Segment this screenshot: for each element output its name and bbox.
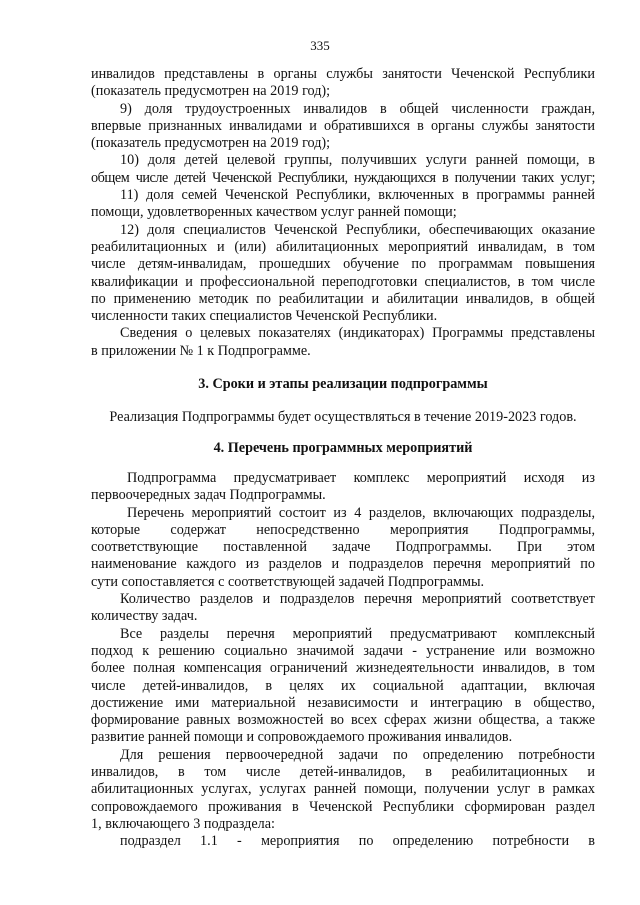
text-line: в приложении № 1 к Подпрограмме. (91, 342, 311, 359)
document-body (91, 66, 595, 850)
text-line: (показатель предусмотрен на 2019 год); (91, 83, 331, 100)
text-line: по применению методик по реабилитации и абилитации инвалидов, в общей (91, 290, 595, 307)
text-line: числе детям-инвалидам, прошедших обучение по программам повышения (91, 256, 595, 273)
text-line: численности таких специалистов Чеченской Республики. (91, 308, 438, 325)
text-line: первоочередных задач Подпрограммы. (91, 487, 326, 504)
text-line: сути сопоставляется с соответствующей задачей Подпрограммы. (91, 573, 485, 590)
text-line: Количество разделов и подразделов перечня мероприятий соответствует (120, 591, 595, 608)
text-line: Все разделы перечня мероприятий предусматривают комплексный (120, 625, 595, 642)
text-line: квалификации и профессиональной переподготовки специалистов, в том числе (91, 273, 595, 290)
text-line: 12) доля специалистов Чеченской Республики, обеспечивающих оказание (120, 221, 595, 238)
page-number: 335 (310, 38, 330, 53)
text-line: Сведения о целевых показателях (индикаторах) Программы представлены (120, 325, 595, 342)
text-line: общем числе детей Чеченской Республики, нуждающихся в получении таких услуг; (91, 169, 595, 186)
text-line: инвалидов представлены в органы службы занятости Чеченской Республики (91, 66, 595, 82)
text-line: подраздел 1.1 - мероприятия по определению потребности в (120, 833, 595, 850)
text-line: инвалидов, в том числе детей-инвалидов, в реабилитационных и (91, 763, 595, 780)
text-line: подход к решению социально значимой задачи - устранение или возможно (91, 642, 595, 659)
text-line: реабилитационных и (или) абилитационных мероприятий инвалидам, в том (91, 238, 595, 255)
text-line: 9) доля трудоустроенных инвалидов в общей численности граждан, (120, 100, 595, 117)
text-line: количеству задач. (91, 608, 198, 625)
text-line: 10) доля детей целевой группы, получивших услуги ранней помощи, в (120, 152, 595, 169)
text-line: помощи, удовлетворенных качеством услуг ранней помощи; (91, 204, 457, 221)
text-line: (показатель предусмотрен на 2019 год); (91, 135, 331, 152)
text-line: формирование равных возможностей во всех сферах жизни общества, а также (91, 712, 595, 729)
text-line: числе детей-инвалидов, в целях их социальной адаптации, включая (91, 677, 595, 694)
text-line: абилитационных услугах, услугах ранней помощи, получении услуг в рамках (91, 781, 595, 798)
text-line: 1, включающего 3 подраздела: (91, 815, 275, 832)
text-line: которые содержат непосредственно мероприятия Подпрограммы, (91, 521, 595, 538)
text-line: наименование каждого из разделов и подразделов перечня мероприятий по (91, 556, 595, 573)
text-line: сопровождаемого проживания в Чеченской Республики сформирован раздел (91, 798, 595, 815)
text-line: 11) доля семей Чеченской Республики, включенных в программы ранней (120, 187, 595, 204)
section-heading-3: 3. Сроки и этапы реализации подпрограммы (198, 376, 488, 393)
text-line: Для решения первоочередной задачи по определению потребности (120, 746, 595, 763)
text-line: Перечень мероприятий состоит из 4 разделов, включающих подразделы, (127, 504, 595, 521)
text-line: развитие ранней помощи и сопровождаемого проживания инвалидов. (91, 729, 513, 746)
text-line: Реализация Подпрограммы будет осуществляться в течение 2019-2023 годов. (109, 409, 577, 426)
section-heading-4: 4. Перечень программных мероприятий (213, 439, 473, 456)
text-line: Подпрограмма предусматривает комплекс мероприятий исходя из (127, 469, 595, 486)
text-line: достижение ими материальной независимости и интеграцию в общество, (91, 694, 595, 711)
text-line: впервые признанных инвалидами и обратившихся в органы службы занятости (91, 117, 595, 134)
text-line: соответствующие поставленной задаче Подпрограммы. При этом (91, 539, 595, 556)
text-line: более полная компенсация ограничений жизнедеятельности инвалидов, в том (91, 660, 595, 677)
